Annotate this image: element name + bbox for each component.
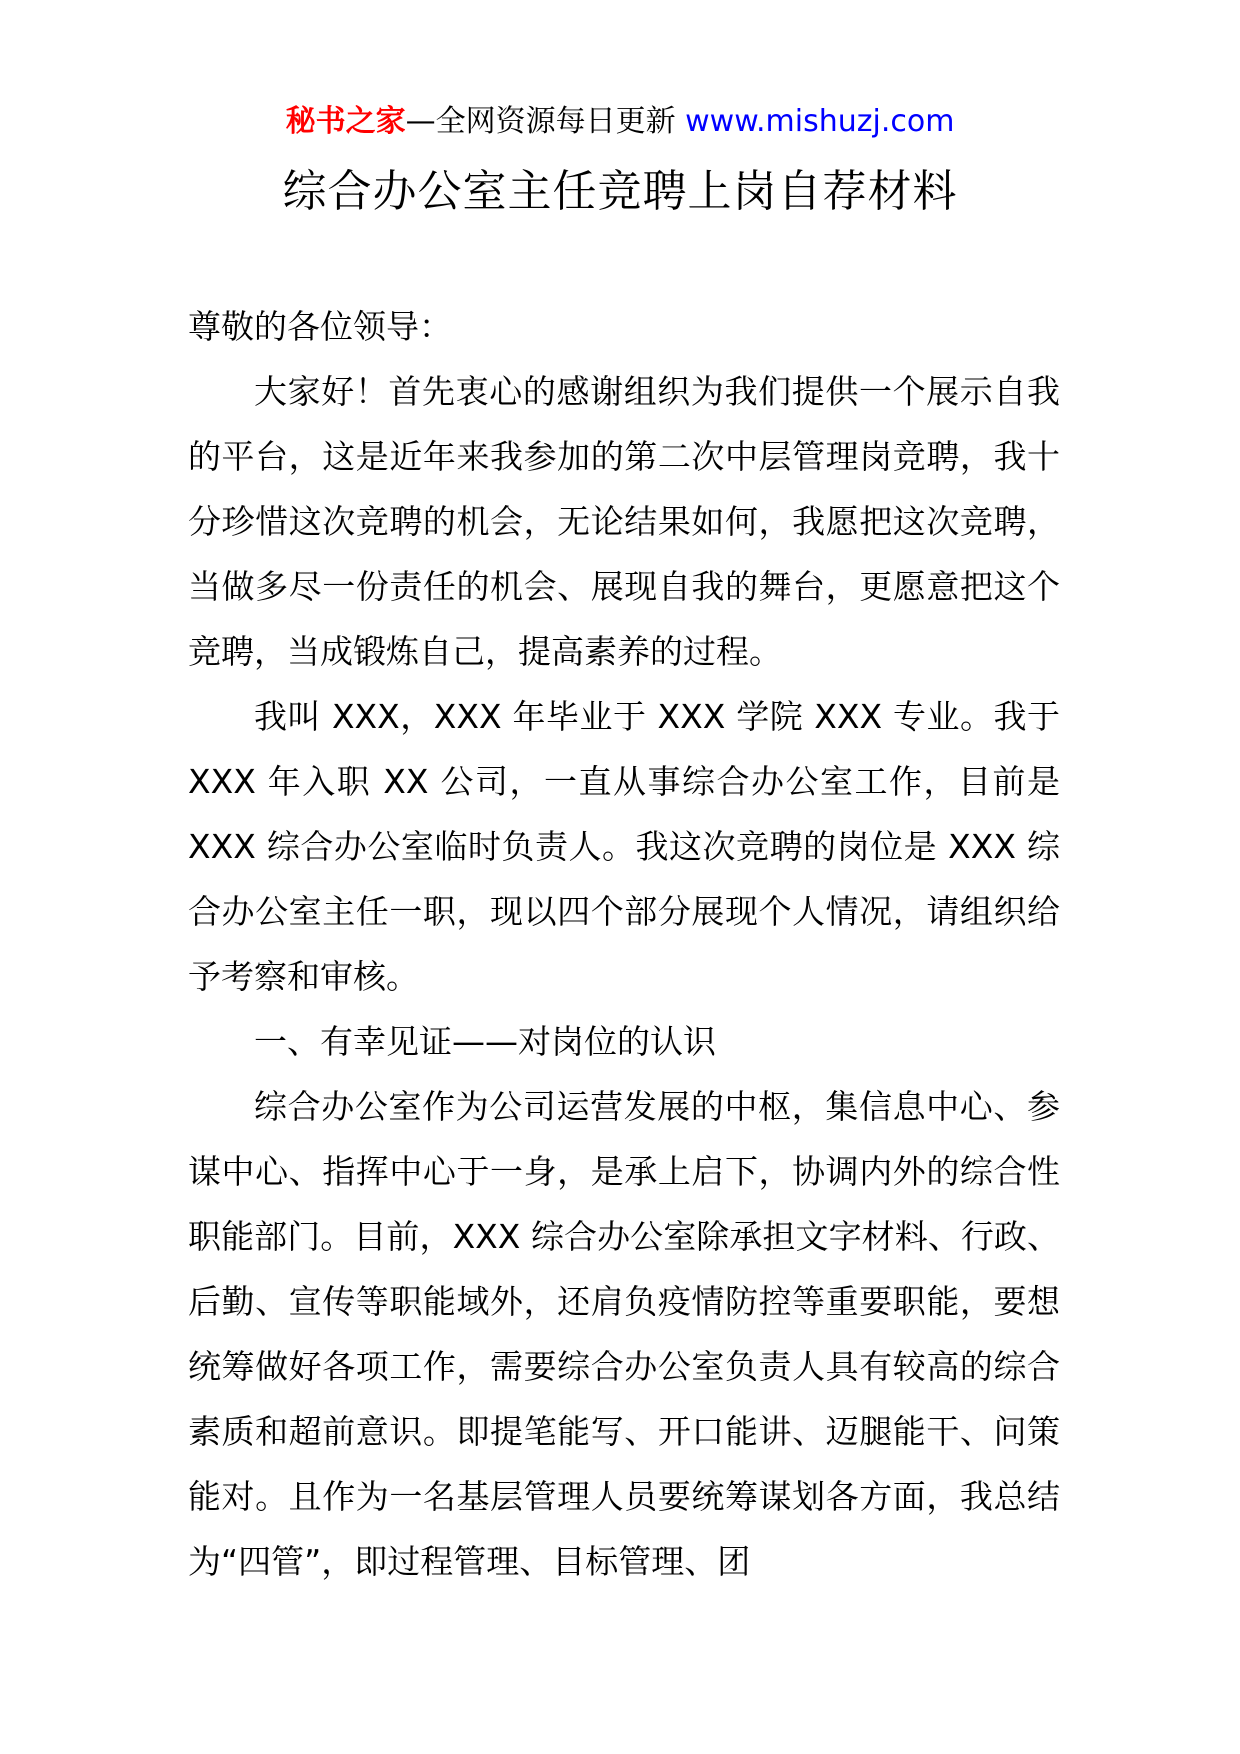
site-url-link[interactable]: www.mishuzj.com (685, 104, 955, 139)
brand-name: 秘书之家 (285, 104, 406, 139)
document-title: 综合办公室主任竞聘上岗自荐材料 (282, 166, 958, 217)
salutation: 尊敬的各位领导： (188, 307, 452, 346)
site-header (0, 102, 1240, 142)
document-body (188, 294, 1060, 1594)
paragraph-introduction: 我叫 XXX，XXX 年毕业于 XXX 学院 XXX 专业。我于 XXX 年入职 XX 公司，一直从事综合办公室工作，目前是 XXX 综合办公室临时负责人。我这次竞聘的岗位是 XXX 综合办公室主任一职，现以四个部分展现个人情况，请组织给予考察和审核。 (188, 697, 1060, 996)
section-heading-1: 一、有幸见证——对岗位的认识 (254, 1022, 716, 1061)
paragraph-greeting: 大家好！首先衷心的感谢组织为我们提供一个展示自我的平台，这是近年来我参加的第二次中层管理岗竞聘，我十分珍惜这次竞聘的机会，无论结果如何，我愿把这次竞聘，当做多尽一份责任的机会、展现自我的舞台，更愿意把这个竞聘，当成锻炼自己，提高素养的过程。 (188, 372, 1060, 671)
paragraph-role-understanding: 综合办公室作为公司运营发展的中枢，集信息中心、参谋中心、指挥中心于一身，是承上启下，协调内外的综合性职能部门。目前，XXX 综合办公室除承担文字材料、行政、后勤、宣传等职能域外，还肩负疫情防控等重要职能，要想统筹做好各项工作，需要综合办公室负责人具有较高的综合素质和超前意识。即提笔能写、开口能讲、迈腿能干、问策能对。且作为一名基层管理人员要统筹谋划各方面，我总结为“四管”，即过程管理、目标管理、团 (188, 1087, 1060, 1581)
header-tagline: —全网资源每日更新 (405, 104, 676, 139)
